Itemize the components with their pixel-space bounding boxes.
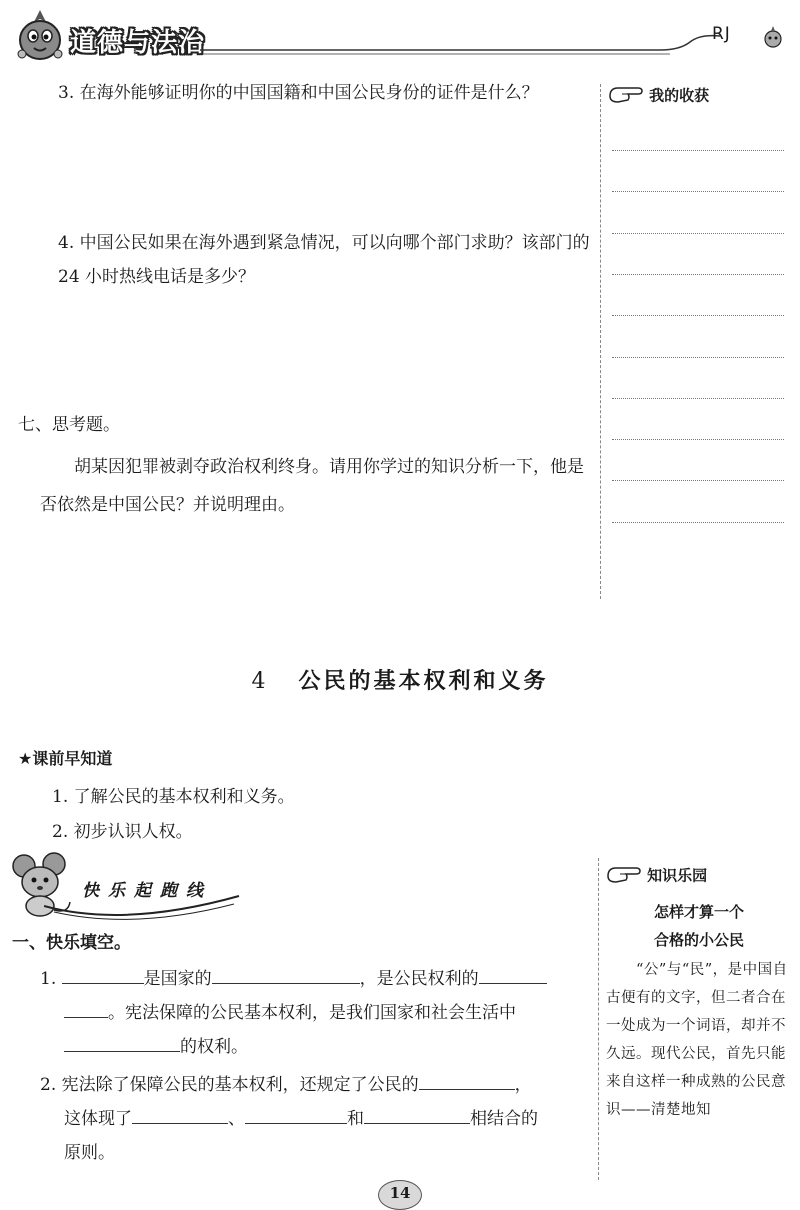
note-line <box>612 398 784 399</box>
pointing-hand-icon <box>606 864 642 886</box>
answer-blank[interactable] <box>64 1031 180 1052</box>
answer-blank[interactable] <box>64 997 108 1018</box>
note-line <box>612 439 784 440</box>
knowledge-heading-2: 合格的小公民 <box>653 931 744 949</box>
page-number-badge <box>378 1180 422 1210</box>
note-line <box>612 233 784 234</box>
section-7-title: 七、思考题。 <box>18 415 120 435</box>
question-3: 3. 在海外能够证明你的中国国籍和中国公民身份的证件是什么？ <box>58 83 539 103</box>
pointing-hand-icon <box>608 84 644 106</box>
header-mascot <box>10 6 70 66</box>
fill-q2-text-f: 相结合的 <box>470 1109 538 1129</box>
preview-item: 1. 了解公民的基本权利和义务。 <box>52 787 295 807</box>
note-line <box>612 274 784 275</box>
answer-blank[interactable] <box>419 1069 515 1090</box>
fill-q2-text-e: 和 <box>347 1109 364 1129</box>
preview-title: ★课前早知道 <box>18 749 113 768</box>
fill-title: 一、快乐填空。 <box>12 933 131 953</box>
sidebar-divider-top <box>600 84 601 599</box>
fill-q1-text-d: 的权利。 <box>180 1037 248 1057</box>
answer-blank[interactable] <box>245 1103 347 1124</box>
note-line <box>612 191 784 192</box>
answer-blank[interactable] <box>479 963 547 984</box>
header-rule <box>200 30 780 60</box>
lesson-number: 4 <box>251 669 266 694</box>
fill-q1-text-b: ，是公民权利的 <box>359 969 479 989</box>
fill-question-2 <box>40 1068 596 1170</box>
knowledge-heading-1: 怎样才算一个 <box>653 903 744 921</box>
sidebar-harvest-title: 我的收获 <box>649 86 710 105</box>
note-line <box>612 522 784 523</box>
header-corner-mascot-icon <box>758 22 788 56</box>
fill-q1-text-a: 是国家的 <box>143 969 212 989</box>
mascot-icon <box>10 6 70 66</box>
lesson-title-text: 公民的基本权利和义务 <box>298 669 549 694</box>
fill-q2-text-b: ， <box>514 1075 532 1095</box>
section-7-body: 胡某因犯罪被剥夺政治权利终身。请用你学过的知识分析一下，他是否依然是中国公民？并说明理由。 <box>40 457 584 515</box>
fill-q2-text-g: 原则。 <box>64 1143 115 1163</box>
knowledge-title: 知识乐园 <box>647 866 708 885</box>
answer-blank[interactable] <box>132 1103 228 1124</box>
page-number: 14 <box>389 1184 411 1202</box>
header-edition: RJ <box>712 24 731 44</box>
preview-item: 2. 初步认识人权。 <box>52 822 193 842</box>
answer-blank[interactable] <box>212 963 360 984</box>
knowledge-box <box>606 864 792 1152</box>
fill-q1-number: 1. <box>40 969 57 989</box>
note-line <box>612 150 784 151</box>
fill-question-1 <box>40 962 596 1064</box>
note-line <box>612 315 784 316</box>
note-line <box>612 480 784 481</box>
header-book-title: 道德与法治 <box>70 28 206 58</box>
lesson-title <box>0 664 800 695</box>
question-4: 4. 中国公民如果在海外遇到紧急情况，可以向哪个部门求助？该部门的 24 小时热线电话是多少？ <box>58 233 590 287</box>
fill-q1-text-c: 。宪法保障的公民基本权利，是我们国家和社会生活中 <box>108 1003 516 1023</box>
banner-text: 快乐起跑线 <box>82 881 212 901</box>
banner <box>10 852 240 922</box>
fill-q2-text-a: 2. 宪法除了保障公民的基本权利，还规定了公民的 <box>40 1075 419 1095</box>
sidebar-harvest <box>608 84 788 106</box>
sidebar-divider-bottom <box>598 858 599 1180</box>
fill-q2-text-d: 、 <box>228 1109 245 1129</box>
answer-blank[interactable] <box>364 1103 470 1124</box>
answer-blank[interactable] <box>62 963 144 984</box>
note-line <box>612 357 784 358</box>
fill-q2-text-c: 这体现了 <box>64 1109 132 1129</box>
knowledge-body: “公”与“民”，是中国自古便有的文字，但二者合在一处成为一个词语，却并不久远。现代公民，首先只能来自这样一种成熟的公民意识——清楚地知 <box>606 962 788 1118</box>
